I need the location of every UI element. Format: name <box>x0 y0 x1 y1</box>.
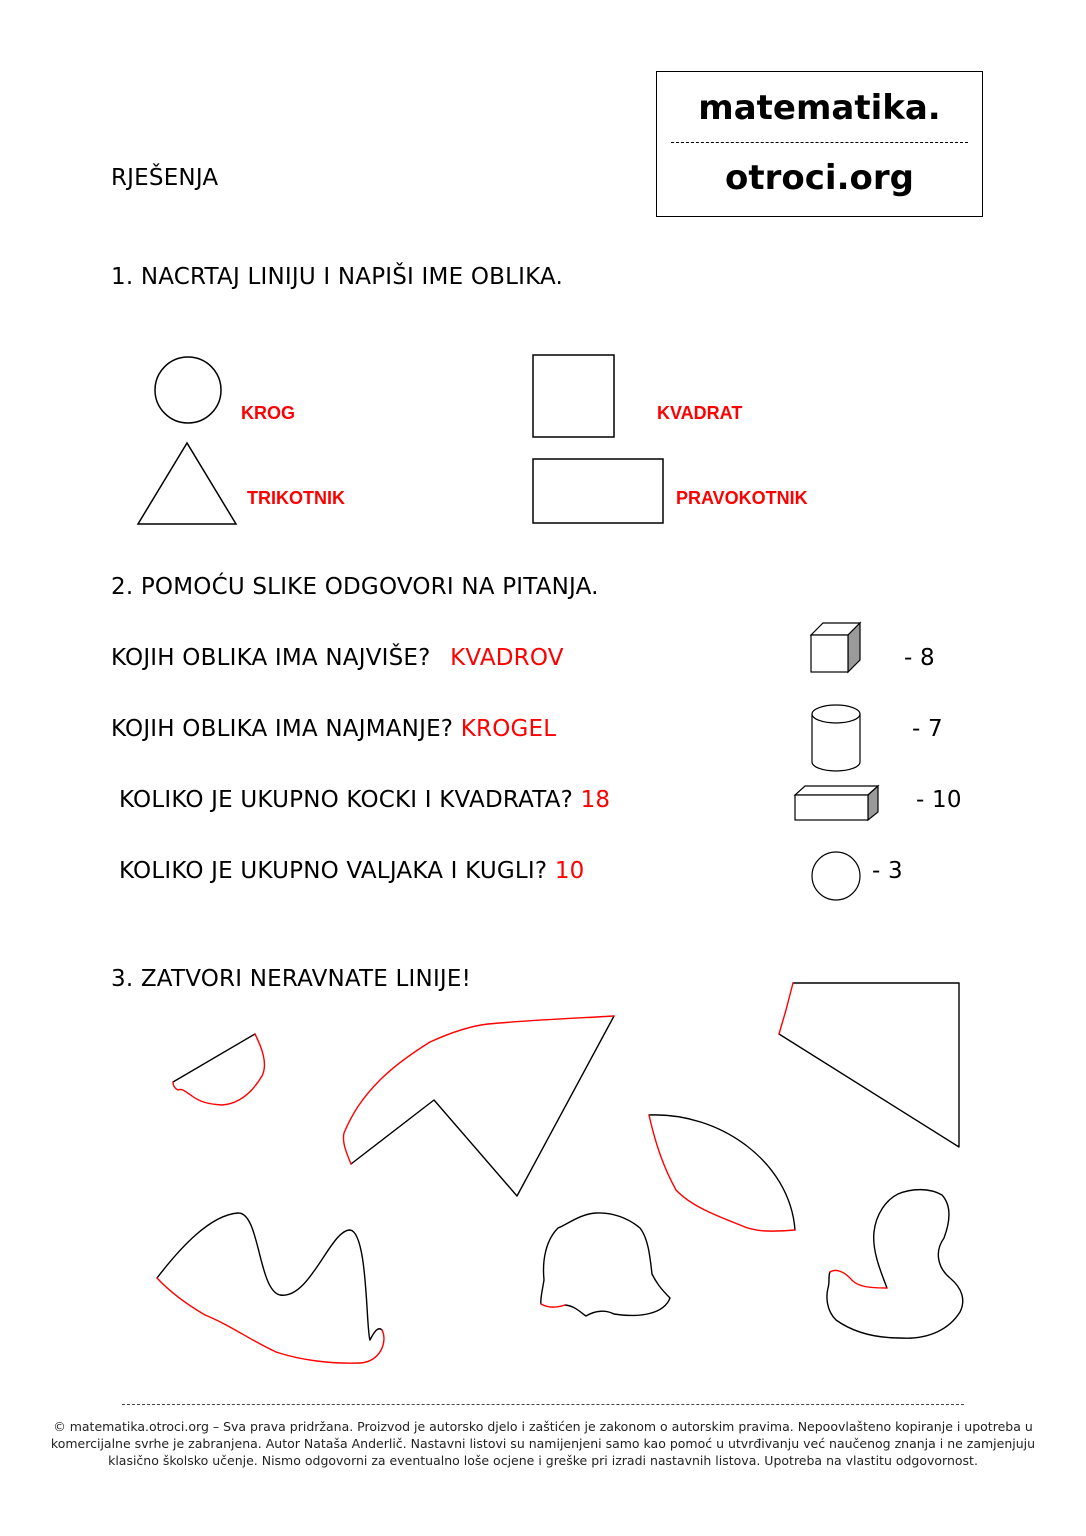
square-shape <box>533 355 614 437</box>
label-square: KVADRAT <box>657 403 743 423</box>
answer-3: 18 <box>580 787 611 813</box>
sphere-icon <box>812 852 860 900</box>
logo-line-1: matematika. <box>698 88 941 128</box>
task1-title: 1. NACRTAJ LINIJU I NAPIŠI IME OBLIKA. <box>111 264 564 290</box>
label-rectangle: PRAVOKOTNIK <box>676 488 808 508</box>
count-cuboid: - 10 <box>916 787 962 813</box>
irregular-shape-5 <box>157 1213 384 1363</box>
cube-icon <box>811 623 860 672</box>
irregular-shape-2 <box>343 1016 614 1196</box>
footer-divider <box>122 1404 964 1405</box>
logo-line-2: otroci.org <box>725 158 914 198</box>
circle-shape <box>155 357 221 423</box>
answer-4: 10 <box>554 858 585 884</box>
irregular-shape-6 <box>541 1213 670 1316</box>
solutions-heading: RJEŠENJA <box>111 165 219 191</box>
task3-title: 3. ZATVORI NERAVNATE LINIJE! <box>111 966 472 992</box>
answer-1: KVADROV <box>450 645 564 671</box>
question-2-text: KOJIH OBLIKA IMA NAJMANJE? <box>111 716 454 742</box>
footer-copyright: © matematika.otroci.org – Sva prava pridržana. Proizvod je autorsko djelo i zaštićen je zakonom o autorskim pravima. Nepoovlašteno kopiranje i upotreba u komercijalne svrhe je zabranjena. Autor Nataša Anderlič. Nastavni listovi su namijenjeni samo kao pomoć u utvrđivanju već naučenog znanja i ne zamjenjuju klasično školsko učenje. Nismo odgovorni za eventualno loše ocjene i greške pri izradi nastavnih listova. Upotreba na vlastitu odgovornost. <box>50 1419 1036 1468</box>
label-circle: KROG <box>241 403 295 423</box>
irregular-shape-1 <box>173 1034 264 1105</box>
count-sphere: - 3 <box>872 858 903 884</box>
question-4 <box>119 858 584 884</box>
question-3-text: KOLIKO JE UKUPNO KOCKI I KVADRATA? <box>119 787 574 813</box>
triangle-shape <box>138 443 236 524</box>
irregular-shape-3 <box>779 983 959 1147</box>
answer-2: KROGEL <box>460 716 557 742</box>
cuboid-icon <box>795 786 878 820</box>
question-2 <box>111 716 556 742</box>
irregular-shape-4 <box>649 1115 795 1231</box>
question-3 <box>119 787 610 813</box>
rectangle-shape <box>533 459 663 523</box>
cylinder-icon <box>812 705 860 771</box>
question-1 <box>111 645 564 671</box>
count-cube: - 8 <box>904 645 935 671</box>
irregular-shape-7 <box>827 1190 963 1339</box>
question-1-text: KOJIH OBLIKA IMA NAJVIŠE? <box>111 645 431 671</box>
task2-title: 2. POMOĆU SLIKE ODGOVORI NA PITANJA. <box>111 574 599 600</box>
count-cylinder: - 7 <box>912 716 943 742</box>
label-triangle: TRIKOTNIK <box>247 488 345 508</box>
question-4-text: KOLIKO JE UKUPNO VALJAKA I KUGLI? <box>119 858 548 884</box>
